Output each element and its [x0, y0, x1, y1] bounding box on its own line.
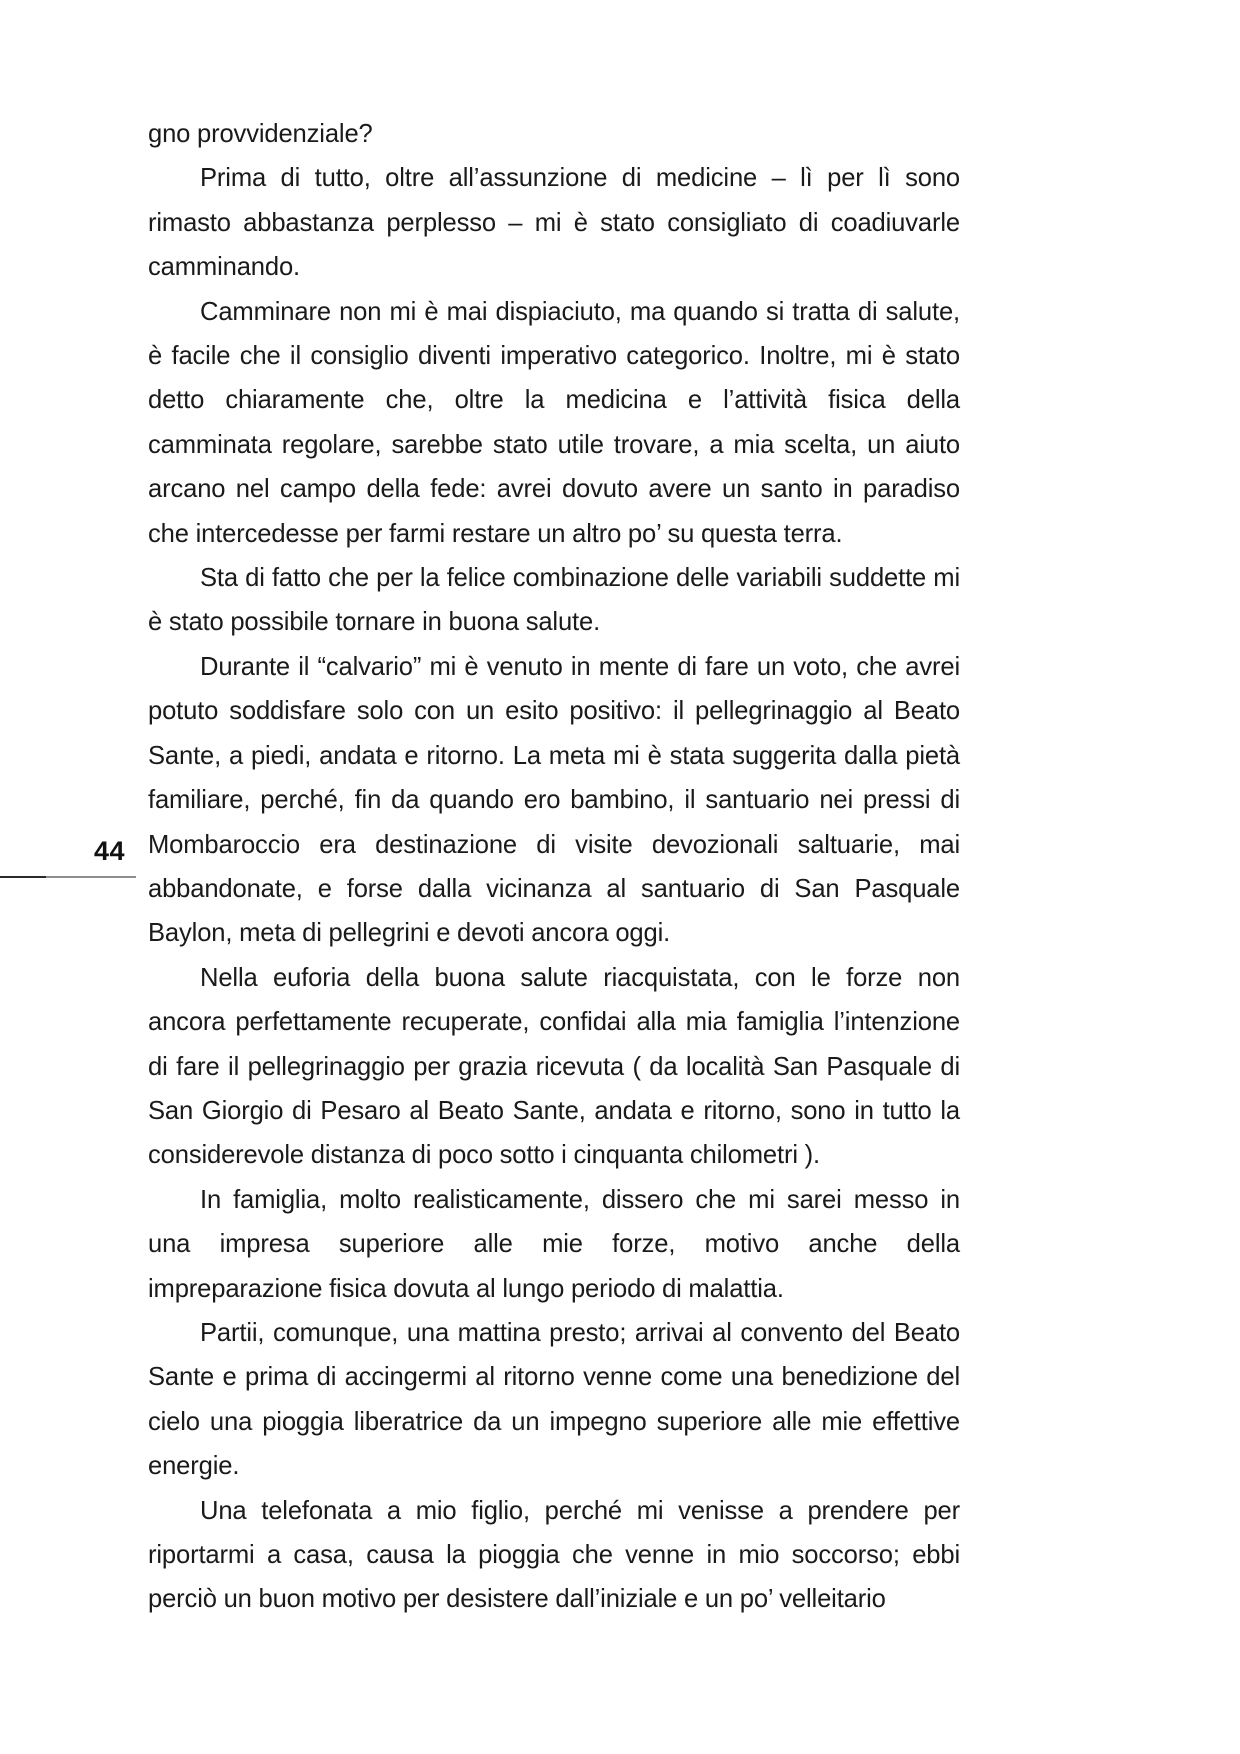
paragraph: Sta di fatto che per la felice combinazione delle variabili suddette mi è stato possibile tornare in buona salute.: [148, 564, 960, 637]
paragraph: Nella euforia della buona salute riacquistata, con le forze non ancora perfettamente recuperate, confidai alla mia famiglia l’intenzione di fare il pellegrinaggio per grazia ricevuta ( da località San Pasquale di San Giorgio di Pesaro al Beato Sante, andata e ritorno, sono in tutto la considerevole distanza di poco sotto i cinquanta chilometri ).: [148, 963, 960, 1170]
paragraph: In famiglia, molto realisticamente, dissero che mi sarei messo in una impresa superiore alle mie forze, motivo anche della impreparazione fisica dovuta al lungo periodo di malattia.: [148, 1185, 960, 1303]
paragraph: Una telefonata a mio figlio, perché mi venisse a prendere per riportarmi a casa, causa la pioggia che venne in mio soccorso; ebbi perciò un buon motivo per desistere dall’iniziale e un po’ velleitario: [148, 1496, 960, 1614]
paragraph: Durante il “calvario” mi è venuto in mente di fare un voto, che avrei potuto soddisfare solo con un esito positivo: il pellegrinaggio al Beato Sante, a piedi, andata e ritorno. La meta mi è stata suggerita dalla pietà familiare, perché, fin da quando ero bambino, il santuario nei pressi di Mombaroccio era destinazione di visite devozionali saltuarie, mai abbandonate, e forse dalla vicinanza al santuario di San Pasquale Baylon, meta di pellegrini e devoti ancora oggi.: [148, 652, 960, 948]
body-text-column: [148, 112, 960, 1622]
paragraph: Partii, comunque, una mattina presto; arrivai al convento del Beato Sante e prima di accingermi al ritorno venne come una benedizione del cielo una pioggia liberatrice da un impegno superiore alle mie effettive energie.: [148, 1318, 960, 1481]
folio-block: [0, 838, 140, 898]
folio-rule-highlight: [46, 876, 136, 878]
paragraph: Prima di tutto, oltre all’assunzione di medicine – lì per lì sono rimasto abbastanza perplesso – mi è stato consigliato di coadiuvarle camminando.: [148, 164, 960, 282]
paragraph: Camminare non mi è mai dispiaciuto, ma quando si tratta di salute, è facile che il consiglio diventi imperativo categorico. Inoltre, mi è stato detto chiaramente che, oltre la medicina e l’attività fisica della camminata regolare, sarebbe stato utile trovare, a mia scelta, un aiuto arcano nel campo della fede: avrei dovuto avere un santo in paradiso che intercedesse per farmi restare un altro po’ su questa terra.: [148, 297, 960, 548]
page-number: 44: [93, 836, 125, 866]
paragraph: gno provvidenziale?: [148, 120, 373, 148]
